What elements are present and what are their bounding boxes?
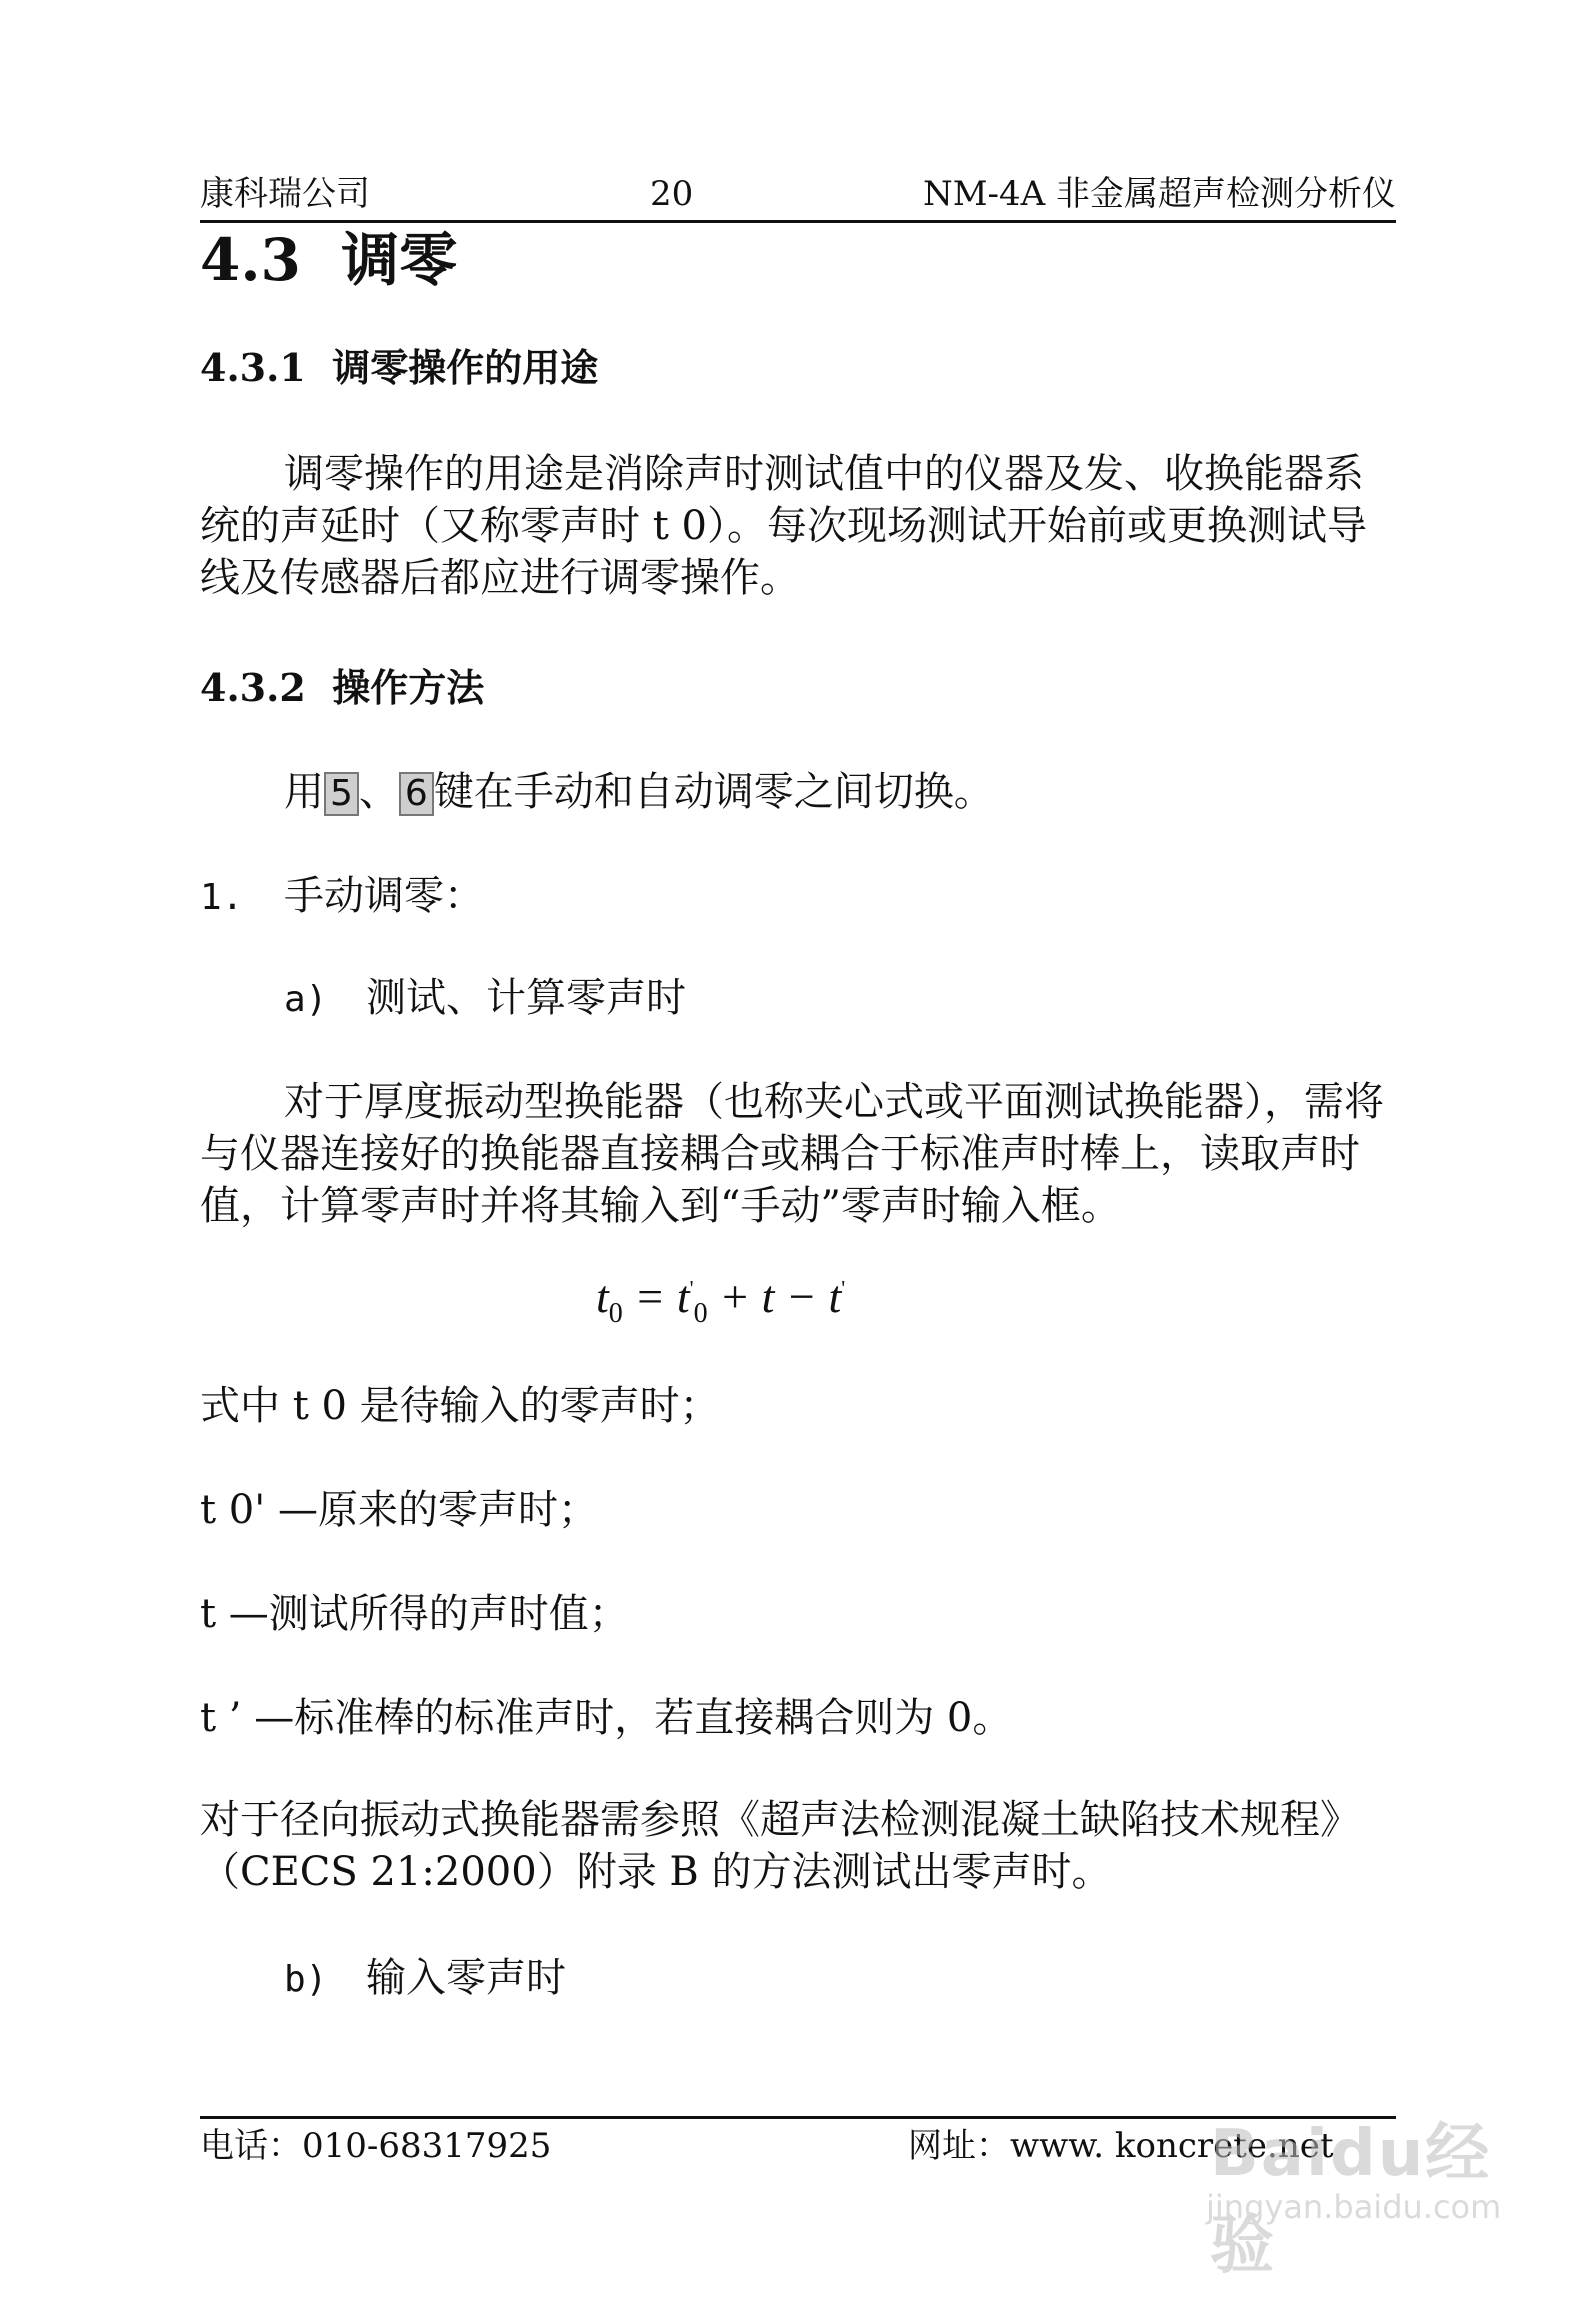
switch-suffix: 键在手动和自动调零之间切换。: [433, 769, 994, 815]
subsection-2-number: 4.3.2: [200, 665, 306, 710]
subsection-2-title: 操作方法: [332, 665, 485, 710]
formula-minus: −: [774, 1271, 829, 1322]
list-text-a: 测试、计算零声时: [366, 975, 686, 1021]
key-5: 5: [324, 772, 359, 816]
section-heading: [200, 222, 457, 298]
watermark-brand: Baidu经验: [1210, 2117, 1492, 2283]
formula-t-prime: t: [828, 1271, 842, 1322]
formula-prime-2: ': [841, 1275, 846, 1301]
watermark-url: jingyan.baidu.com: [1206, 2188, 1502, 2226]
list-marker-b: b): [284, 1959, 328, 2000]
footer-website: 网址：www. koncrete.net: [908, 2126, 1334, 2166]
list-marker-a: a): [284, 979, 328, 1020]
formula-t0-prime-subscript: 0: [693, 1298, 708, 1330]
formula-t0-prime: t: [676, 1271, 690, 1322]
definition-t0: 式中 t 0 是待输入的零声时；: [200, 1383, 720, 1429]
paragraph-thickness-transducer: 对于厚度振动型换能器（也称夹心式或平面测试换能器），需将与仪器连接好的换能器直接耦合或耦合于标准声时棒上，读取声时值，计算零声时并将其输入到“手动”零声时输入框。: [200, 1079, 1384, 1229]
page-header: [200, 168, 1396, 223]
header-page-number: 20: [650, 174, 694, 214]
definition-t0-prime: t 0' —原来的零声时；: [200, 1487, 598, 1533]
subsection-heading-1: [200, 342, 598, 394]
footer-phone: 电话：010-68317925: [200, 2126, 552, 2166]
switch-separator: 、: [358, 769, 399, 815]
definition-t: t —测试所得的声时值；: [200, 1591, 629, 1637]
list-item-test-compute: [284, 972, 1396, 1026]
switch-instruction: [284, 766, 1396, 818]
paragraph-radial-transducer: 对于径向振动式换能器需参照《超声法检测混凝土缺陷技术规程》（CECS 21:2000）附录 B 的方法测试出零声时。: [200, 1797, 1360, 1895]
section-title: 调零: [341, 226, 458, 294]
paragraph-purpose: 调零操作的用途是消除声时测试值中的仪器及发、收换能器系统的声延时（又称零声时 t 0）。每次现场测试开始前或更换测试导线及传感器后都应进行调零操作。: [200, 451, 1367, 601]
formula-t0: t: [596, 1271, 609, 1322]
list-text-1: 手动调零：: [284, 873, 484, 919]
baidu-watermark: [1170, 2102, 1502, 2283]
subsection-1-title: 调零操作的用途: [332, 345, 599, 390]
section-number: 4.3: [200, 226, 301, 294]
definition-t-prime: t ’ —标准棒的标准声时，若直接耦合则为 0。: [200, 1695, 1013, 1741]
switch-prefix: 用: [284, 769, 324, 815]
list-item-manual-zero: [200, 870, 1396, 924]
formula-prime-1: ': [689, 1275, 694, 1301]
formula-equals: =: [622, 1271, 677, 1322]
key-6: 6: [399, 772, 434, 816]
header-product: NM-4A 非金属超声检测分析仪: [922, 174, 1396, 214]
formula-plus: +: [707, 1271, 762, 1322]
formula-t: t: [761, 1271, 775, 1322]
zero-time-formula: [596, 1270, 845, 1330]
list-marker-1: 1.: [200, 877, 244, 918]
list-item-input-zero: [284, 1952, 1396, 2006]
subsection-1-number: 4.3.1: [200, 345, 306, 390]
subsection-heading-2: [200, 662, 484, 714]
list-text-b: 输入零声时: [366, 1955, 566, 2001]
header-company: 康科瑞公司: [200, 174, 370, 214]
formula-t0-subscript: 0: [608, 1298, 623, 1330]
